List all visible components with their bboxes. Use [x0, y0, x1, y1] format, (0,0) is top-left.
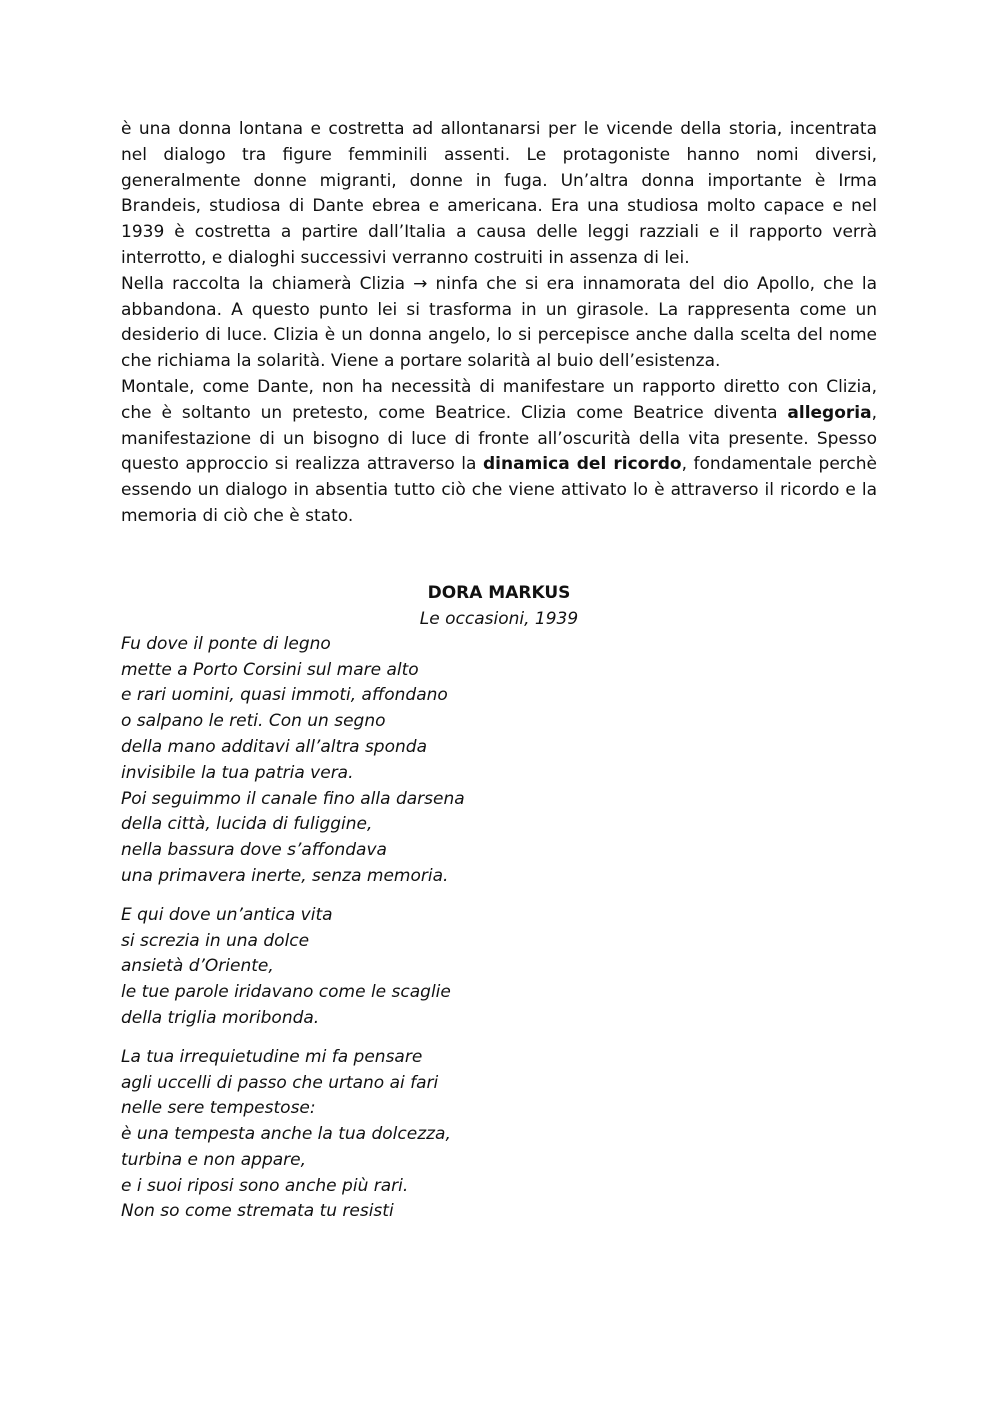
poem-line: le tue parole iridavano come le scaglie	[121, 982, 451, 1003]
poem-line: della città, lucida di fuliggine,	[121, 814, 373, 835]
poem-line: agli uccelli di passo che urtano ai fari	[121, 1072, 439, 1093]
poem-line: mette a Porto Corsini sul mare alto	[121, 659, 419, 680]
poem-line: Fu dove il ponte di legno	[121, 633, 331, 654]
bold-term-dinamica: dinamica del ricordo	[483, 454, 682, 475]
poem-line: si screzia in una dolce	[121, 930, 310, 951]
poem-line: è una tempesta anche la tua dolcezza,	[121, 1124, 451, 1145]
poem-line: della mano additavi all’altra sponda	[121, 736, 427, 757]
paragraph-1-text: è una donna lontana e costretta ad allontanarsi per le vicende della storia, incentrata nel dialogo tra figure femminili assenti. Le protagoniste hanno nomi diversi, generalmente donne migranti, donne in fuga. Un’altra donna importante è Irma Brandeis, studiosa di Dante ebrea e americana. Era una studiosa molto capace e nel 1939 è costretta a partire dall’Italia a causa delle leggi razziali e il rapporto verrà interrotto, e dialoghi successivi verranno costruiti in assenza di lei.	[121, 119, 877, 268]
poem-line: nelle sere tempestose:	[121, 1098, 316, 1119]
poem-line: turbina e non appare,	[121, 1149, 307, 1170]
poem-stanza	[121, 1045, 877, 1226]
poem-title: DORA MARKUS	[427, 582, 571, 603]
poem-line: nella bassura dove s’affondava	[121, 840, 387, 861]
poem-heading	[121, 580, 877, 632]
poem-stanza	[121, 903, 877, 1032]
paragraph-3-text-a: Montale, come Dante, non ha necessità di manifestare un rapporto diretto con Clizia, che è soltanto un pretesto, come Beatrice. Clizia come Beatrice diventa	[121, 376, 877, 423]
poem-line: Non so come stremata tu resisti	[121, 1201, 394, 1222]
poem-line: E qui dove un’antica vita	[121, 904, 333, 925]
poem-subtitle: Le occasioni, 1939	[419, 608, 579, 629]
paragraph-2-text: Nella raccolta la chiamerà Clizia → ninfa che si era innamorata del dio Apollo, che la abbandona. A questo punto lei si trasforma in un girasole. La rappresenta come un desiderio di luce. Clizia è un donna angelo, lo si percepisce anche dalla scelta del nome che richiama la solarità. Viene a portare solarità al buio dell’esistenza.	[121, 273, 877, 372]
poem-body	[121, 632, 877, 1226]
paragraph-3-text-c: , fondamentale perchè essendo un dialogo in absentia tutto ciò che viene attivato lo è attraverso il ricordo e la memoria di ciò che è stato.	[121, 454, 877, 526]
poem-line: Poi seguimmo il canale fino alla darsena	[121, 788, 465, 809]
paragraph-3-text-b: , manifestazione di un bisogno di luce di fronte all’oscurità della vita presente. Spesso questo approccio si realizza attraverso la	[121, 402, 877, 475]
poem-line: o salpano le reti. Con un segno	[121, 711, 386, 732]
document-page	[121, 117, 877, 1238]
poem-line: e i suoi riposi sono anche più rari.	[121, 1175, 409, 1196]
poem-line: e rari uomini, quasi immoti, affondano	[121, 685, 448, 706]
poem-stanza	[121, 632, 877, 890]
paragraph-3	[121, 375, 877, 530]
bold-term-allegoria: allegoria	[787, 402, 872, 423]
prose-section	[121, 117, 877, 530]
poem-line: invisibile la tua patria vera.	[121, 762, 354, 783]
paragraph-1	[121, 117, 877, 272]
poem-line: della triglia moribonda.	[121, 1007, 320, 1028]
poem-line: una primavera inerte, senza memoria.	[121, 865, 449, 886]
poem-line: ansietà d’Oriente,	[121, 956, 274, 977]
poem-line: La tua irrequietudine mi fa pensare	[121, 1046, 423, 1067]
paragraph-2	[121, 272, 877, 375]
